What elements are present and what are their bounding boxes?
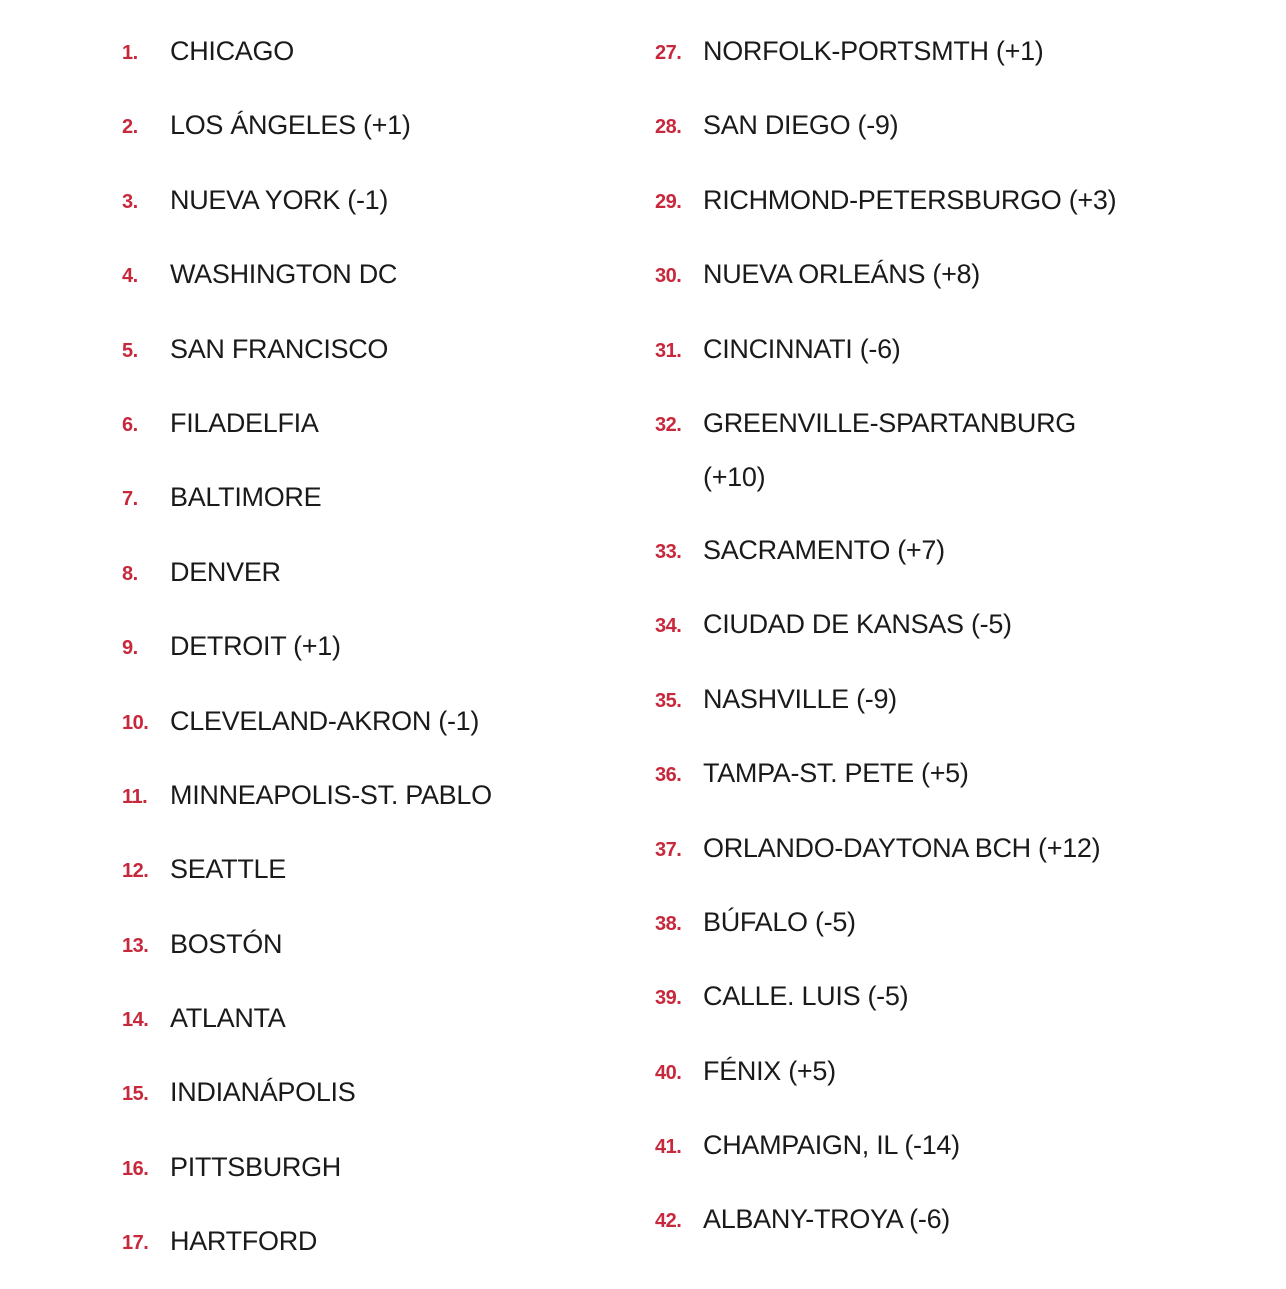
rank-number: 41. bbox=[655, 1136, 682, 1159]
rank-number: 31. bbox=[655, 339, 682, 362]
list-item bbox=[122, 842, 592, 916]
market-name: INDIANÁPOLIS bbox=[170, 1077, 356, 1108]
rank-number: 34. bbox=[655, 615, 682, 638]
rank-number: 15. bbox=[122, 1083, 149, 1106]
list-item bbox=[655, 247, 1175, 321]
market-name: ATLANTA bbox=[170, 1003, 286, 1034]
rank-number: 1. bbox=[122, 42, 138, 64]
rank-number: 40. bbox=[655, 1061, 682, 1084]
market-name: SACRAMENTO (+7) bbox=[703, 534, 945, 565]
list-item bbox=[655, 98, 1175, 172]
rank-number: 3. bbox=[122, 190, 138, 213]
list-item bbox=[655, 969, 1175, 1043]
list-item bbox=[655, 895, 1175, 969]
market-list-left bbox=[122, 24, 592, 1289]
rank-number: 30. bbox=[655, 265, 682, 288]
market-name: PITTSBURGH bbox=[170, 1151, 342, 1182]
rank-number: 33. bbox=[655, 540, 682, 563]
rank-number: 39. bbox=[655, 987, 682, 1010]
list-item bbox=[655, 173, 1175, 247]
market-name: BALTIMORE bbox=[170, 482, 322, 513]
list-item bbox=[122, 322, 592, 396]
market-name: CHICAGO bbox=[170, 36, 294, 66]
list-item bbox=[122, 24, 592, 98]
market-name: CALLE. LUIS (-5) bbox=[703, 981, 909, 1012]
list-item bbox=[655, 672, 1175, 746]
rank-number: 16. bbox=[122, 1157, 149, 1180]
rank-number: 2. bbox=[122, 116, 138, 139]
list-item bbox=[655, 396, 1175, 523]
list-item bbox=[122, 98, 592, 172]
rank-number: 35. bbox=[655, 689, 682, 712]
rank-number: 8. bbox=[122, 562, 138, 585]
list-item bbox=[655, 1192, 1175, 1266]
list-item bbox=[122, 173, 592, 247]
market-name: CHAMPAIGN, IL (-14) bbox=[703, 1130, 960, 1161]
market-name: NASHVILLE (-9) bbox=[703, 683, 897, 714]
list-item bbox=[122, 768, 592, 842]
market-name: SAN FRANCISCO bbox=[170, 333, 389, 364]
rank-number: 9. bbox=[122, 637, 138, 660]
rank-number: 37. bbox=[655, 838, 682, 861]
market-name: LOS ÁNGELES (+1) bbox=[170, 110, 411, 141]
list-item bbox=[655, 746, 1175, 820]
market-name: MINNEAPOLIS-ST. PABLO bbox=[170, 779, 492, 810]
market-name: BOSTÓN bbox=[170, 928, 283, 959]
market-name: CIUDAD DE KANSAS (-5) bbox=[703, 609, 1012, 640]
rank-number: 32. bbox=[655, 413, 682, 436]
market-name: NORFOLK-PORTSMTH (+1) bbox=[703, 36, 1044, 66]
market-name: CLEVELAND-AKRON (-1) bbox=[170, 705, 480, 736]
market-name: NUEVA YORK (-1) bbox=[170, 184, 389, 215]
list-item bbox=[122, 396, 592, 470]
rank-number: 14. bbox=[122, 1009, 149, 1032]
rank-number: 7. bbox=[122, 488, 138, 511]
rank-number: 36. bbox=[655, 764, 682, 787]
rank-number: 42. bbox=[655, 1210, 682, 1233]
list-item bbox=[655, 523, 1175, 597]
list-item bbox=[655, 322, 1175, 396]
market-name: FÉNIX (+5) bbox=[703, 1055, 836, 1086]
list-item bbox=[122, 694, 592, 768]
list-item bbox=[122, 991, 592, 1065]
market-name: CINCINNATI (-6) bbox=[703, 333, 901, 364]
rank-number: 6. bbox=[122, 413, 138, 436]
list-item bbox=[655, 597, 1175, 671]
list-item bbox=[655, 821, 1175, 895]
list-item bbox=[122, 619, 592, 693]
list-item bbox=[655, 1044, 1175, 1118]
rank-number: 17. bbox=[122, 1232, 149, 1255]
rank-number: 27. bbox=[655, 42, 682, 64]
market-name: TAMPA-ST. PETE (+5) bbox=[703, 758, 969, 789]
list-item bbox=[122, 1065, 592, 1139]
rank-number: 12. bbox=[122, 860, 149, 883]
rank-number: 4. bbox=[122, 265, 138, 288]
market-name: NUEVA ORLEÁNS (+8) bbox=[703, 259, 980, 290]
list-item bbox=[655, 24, 1175, 98]
list-item bbox=[122, 470, 592, 544]
list-item bbox=[655, 1118, 1175, 1192]
list-item bbox=[122, 1140, 592, 1214]
rank-number: 13. bbox=[122, 934, 149, 957]
market-name: GREENVILLE-SPARTANBURG (+10) bbox=[703, 407, 1076, 492]
rank-number: 28. bbox=[655, 116, 682, 139]
list-item bbox=[122, 247, 592, 321]
rank-number: 5. bbox=[122, 339, 138, 362]
market-name: SEATTLE bbox=[170, 854, 286, 885]
market-name: SAN DIEGO (-9) bbox=[703, 110, 899, 141]
list-item bbox=[122, 1214, 592, 1288]
list-item bbox=[122, 917, 592, 991]
rank-number: 10. bbox=[122, 711, 149, 734]
market-name: ORLANDO-DAYTONA BCH (+12) bbox=[703, 832, 1101, 863]
rank-number: 38. bbox=[655, 912, 682, 935]
market-name: DETROIT (+1) bbox=[170, 631, 341, 662]
market-name: WASHINGTON DC bbox=[170, 259, 398, 290]
market-name: DENVER bbox=[170, 556, 281, 587]
market-name: FILADELFIA bbox=[170, 407, 319, 438]
market-name: RICHMOND-PETERSBURGO (+3) bbox=[703, 184, 1117, 215]
market-name: BÚFALO (-5) bbox=[703, 906, 856, 937]
rank-number: 11. bbox=[122, 785, 148, 808]
rank-number: 29. bbox=[655, 190, 682, 213]
market-name: ALBANY-TROYA (-6) bbox=[703, 1204, 950, 1235]
market-list-right bbox=[655, 24, 1175, 1267]
market-name: HARTFORD bbox=[170, 1226, 318, 1257]
list-item bbox=[122, 545, 592, 619]
